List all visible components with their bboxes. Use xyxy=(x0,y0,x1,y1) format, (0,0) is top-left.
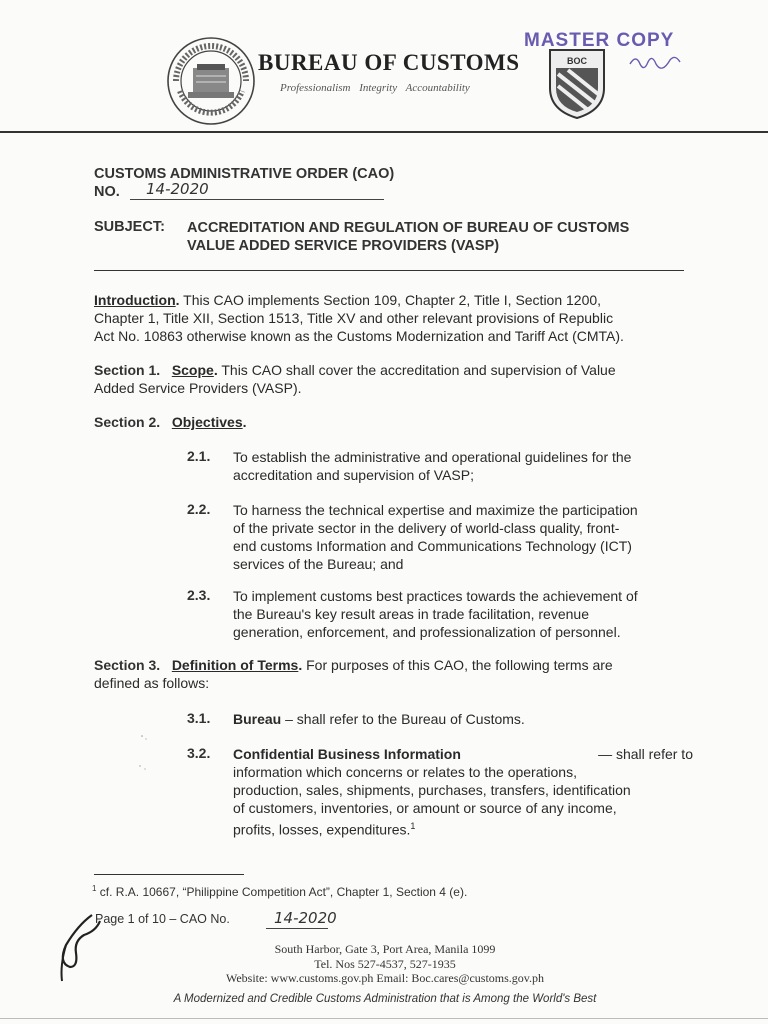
subject-line-1: ACCREDITATION AND REGULATION OF BUREAU OF CUSTOMS xyxy=(187,220,630,236)
item-3-2-line-1-rest: — shall refer to xyxy=(598,746,693,762)
introduction-paragraph: Introduction. This CAO implements Section 109, Chapter 2, Title I, Section 1200, Chapter 1, Title XII, Section 1513, Title XV and other relevant provisions of Republic Act No. 10863 otherwise known as the Customs Modernization and Tariff Act (CMTA). xyxy=(94,291,694,345)
section-2-label: Section 2. xyxy=(94,414,161,430)
order-number-label: NO. xyxy=(94,184,120,200)
agency-tagline: Professionalism Integrity Accountability xyxy=(280,82,470,94)
item-2-1-line-2: accreditation and supervision of VASP; xyxy=(233,467,474,483)
intro-line-2: Chapter 1, Title XII, Section 1513, Title XV and other relevant provisions of Republic xyxy=(94,310,614,326)
agency-name: BUREAU OF CUSTOMS xyxy=(258,50,520,75)
section-2-heading-row: Section 2. Objectives. xyxy=(94,414,247,430)
footer-contact-line: Website: www.customs.gov.ph Email: Boc.cares@customs.gov.ph xyxy=(225,971,545,985)
footnote-body: cf. R.A. 10667, “Philippine Competition Act”, Chapter 1, Section 4 (e). xyxy=(96,885,468,899)
order-number-underline xyxy=(130,199,384,200)
section-1-line-2: Added Service Providers (VASP). xyxy=(94,380,302,396)
subject-divider xyxy=(94,270,684,271)
item-3-2-number: 3.2. xyxy=(187,745,211,761)
item-2-2-line-3: end customs Information and Communications Technology (ICT) xyxy=(233,538,632,554)
section-3-heading: Definition of Terms xyxy=(171,657,299,673)
footnote-mark: 1 xyxy=(92,884,97,893)
item-3-2-term: Confidential Business Information xyxy=(233,746,461,762)
footer-address-block xyxy=(150,942,620,986)
order-number-handwritten: 14-2020 xyxy=(146,180,209,198)
item-2-1-text xyxy=(233,448,693,484)
item-3-2-line-4: of customers, inventories, or amount or source of any income, xyxy=(233,800,617,816)
item-3-1-term: Bureau xyxy=(233,711,282,727)
intro-line-3: Act No. 10863 otherwise known as the Customs Modernization and Tariff Act (CMTA). xyxy=(94,328,624,344)
footer-address-line: South Harbor, Gate 3, Port Area, Manila 1099 xyxy=(274,942,496,956)
scan-speck-marks xyxy=(128,730,158,780)
order-title: CUSTOMS ADMINISTRATIVE ORDER (CAO) xyxy=(94,166,395,182)
item-3-2-line-3: production, sales, shipments, purchases, transfers, identification xyxy=(233,782,631,798)
shield-label: BOC xyxy=(567,56,587,66)
subject-text xyxy=(187,219,687,255)
item-2-2-line-1: To harness the technical expertise and maximize the participation xyxy=(233,502,638,518)
department-of-finance-seal xyxy=(166,36,256,126)
section-3-paragraph: Section 3. Definition of Terms. For purposes of this CAO, the following terms are defined as follows: xyxy=(94,656,694,692)
item-2-2-number: 2.2. xyxy=(187,501,211,517)
item-3-2-text xyxy=(233,745,693,839)
footer-phone-line: Tel. Nos 527-4537, 527-1935 xyxy=(314,956,456,971)
subject-line-2: VALUE ADDED SERVICE PROVIDERS (VASP) xyxy=(187,238,500,254)
section-1-paragraph: Section 1. Scope. This CAO shall cover the accreditation and supervision of Value Added Service Providers (VASP). xyxy=(94,361,694,397)
footnote-reference[interactable]: 1 xyxy=(410,821,416,831)
item-3-1-definition: – shall refer to the Bureau of Customs. xyxy=(281,711,525,727)
intro-line-1: This CAO implements Section 109, Chapter 2, Title I, Section 1200, xyxy=(179,292,602,308)
section-3-label: Section 3. xyxy=(94,657,161,673)
master-copy-stamp: MASTER COPY xyxy=(524,30,675,51)
page-number-label: Page 1 of 10 – CAO No. xyxy=(95,912,230,926)
page-cao-number-handwritten: 14-2020 xyxy=(274,909,337,927)
section-3-line-1: For purposes of this CAO, the following terms are xyxy=(302,657,613,673)
item-2-1-line-1: To establish the administrative and operational guidelines for the xyxy=(233,449,632,465)
item-3-2-line-2: information which concerns or relates to the operations, xyxy=(233,764,577,780)
section-3-line-2: defined as follows: xyxy=(94,675,210,691)
introduction-heading: Introduction xyxy=(94,292,176,308)
footer-motto: A Modernized and Credible Customs Administration that is Among the World's Best xyxy=(173,993,597,1005)
subject-label: SUBJECT: xyxy=(94,219,165,235)
bottom-edge-line xyxy=(0,1018,768,1019)
item-3-1-number: 3.1. xyxy=(187,710,211,726)
customs-shield-icon xyxy=(548,44,606,120)
item-2-1-number: 2.1. xyxy=(187,448,211,464)
section-1-line-1: This CAO shall cover the accreditation and supervision of Value xyxy=(217,362,616,378)
page-number-underline xyxy=(266,928,328,929)
item-2-2-line-4: services of the Bureau; and xyxy=(233,556,404,572)
item-3-1-text xyxy=(233,710,693,728)
stamp-initials-scribble xyxy=(600,50,720,80)
item-2-2-line-2: of the private sector in the delivery of world-class quality, front- xyxy=(233,520,620,536)
section-1-heading: Scope xyxy=(171,362,214,378)
item-2-3-text xyxy=(233,587,693,641)
footnote-text xyxy=(92,884,467,899)
item-2-3-line-3: generation, enforcement, and professionalization of personnel. xyxy=(233,624,621,640)
item-2-3-line-2: the Bureau's key result areas in trade facilitation, revenue xyxy=(233,606,589,622)
item-2-3-line-1: To implement customs best practices towards the achievement of xyxy=(233,588,638,604)
item-3-2-line-5: profits, losses, expenditures. xyxy=(233,821,411,838)
footnote-divider xyxy=(94,874,244,875)
section-1-label: Section 1. xyxy=(94,362,161,378)
item-2-3-number: 2.3. xyxy=(187,587,211,603)
item-2-2-text xyxy=(233,501,693,573)
section-2-heading: Objectives xyxy=(171,414,243,430)
header-divider xyxy=(0,131,768,133)
